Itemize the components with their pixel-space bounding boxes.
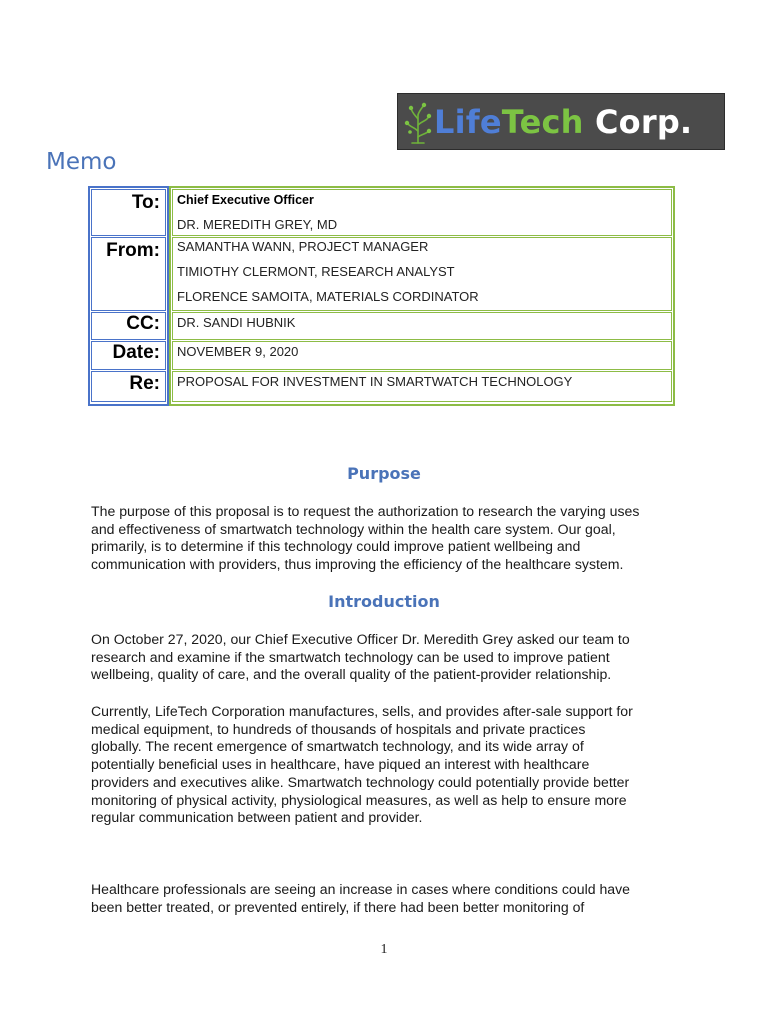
from-line-1: SAMANTHA WANN, PROJECT MANAGER <box>177 239 429 254</box>
to-label-cell <box>91 189 166 236</box>
intro-p3-line-1: Healthcare professionals are seeing an increase in cases where conditions could have <box>91 881 631 897</box>
to-label: To: <box>131 192 160 213</box>
cc-value-cell <box>172 312 672 340</box>
intro-p1-line-3: wellbeing, quality of care, and the overall quality of the patient-provider relationship. <box>91 666 612 683</box>
date-label-cell <box>91 341 166 370</box>
cc-label-cell <box>91 312 166 340</box>
from-line-3: FLORENCE SAMOITA, MATERIALS CORDINATOR <box>177 289 479 304</box>
logo-corp: Corp. <box>583 102 693 141</box>
logo-life: Life <box>434 102 502 141</box>
tree-icon <box>402 101 434 145</box>
intro-p2-line-4: potentially beneficial uses in healthcare, have piqued an interest with healthcare <box>91 756 590 773</box>
logo-tech: Tech <box>501 102 584 141</box>
cc-line-1: DR. SANDI HUBNIK <box>177 315 296 330</box>
purpose-line-3: primarily, is to determine if this technology could improve patient wellbeing and <box>91 538 581 555</box>
purpose-line-4: communication with providers, thus improving the efficiency of the healthcare system. <box>91 556 624 573</box>
intro-p1-line-1: On October 27, 2020, our Chief Executive Officer Dr. Meredith Grey asked our team to <box>91 631 630 647</box>
cc-label: CC: <box>126 313 160 334</box>
intro-p2-line-7: regular communication between patient and provider. <box>91 809 423 826</box>
company-logo <box>397 93 725 150</box>
date-label: Date: <box>112 342 160 363</box>
from-label-cell <box>91 237 166 311</box>
introduction-heading: Introduction <box>328 592 440 611</box>
intro-p2-line-2: medical equipment, to hundreds of thousands of hospitals and private practices <box>91 720 586 737</box>
re-label-cell <box>91 371 166 402</box>
from-label: From: <box>106 240 160 261</box>
page-number: 1 <box>380 942 388 957</box>
date-line-1: NOVEMBER 9, 2020 <box>177 344 299 359</box>
to-line-1: Chief Executive Officer <box>177 193 314 207</box>
logo-wordmark <box>434 102 693 141</box>
re-label: Re: <box>129 373 160 394</box>
intro-p2-line-6: monitoring of physical activity, physiological measures, as well as help to ensure more <box>91 791 627 808</box>
from-line-2: TIMIOTHY CLERMONT, RESEARCH ANALYST <box>177 264 455 279</box>
to-value-cell <box>172 189 672 236</box>
re-line-1: PROPOSAL FOR INVESTMENT IN SMARTWATCH TECHNOLOGY <box>177 374 573 389</box>
date-value-cell <box>172 341 672 370</box>
purpose-line-2: and effectiveness of smartwatch technology within the health care system. Our goal, <box>91 520 616 537</box>
memo-header-table <box>88 186 675 406</box>
intro-p3-line-2: been better treated, or prevented entirely, if there had been better monitoring of <box>91 898 585 915</box>
introduction-paragraph-3 <box>91 881 691 916</box>
purpose-line-1: The purpose of this proposal is to request the authorization to research the varying uses <box>91 503 640 519</box>
purpose-paragraph <box>91 503 691 574</box>
purpose-heading: Purpose <box>347 464 421 483</box>
from-value-cell <box>172 237 672 311</box>
introduction-paragraph-2 <box>91 703 691 827</box>
intro-p2-line-1: Currently, LifeTech Corporation manufactures, sells, and provides after-sale support for <box>91 703 633 719</box>
to-line-2: DR. MEREDITH GREY, MD <box>177 217 338 232</box>
re-value-cell <box>172 371 672 402</box>
introduction-paragraph-1 <box>91 631 691 684</box>
intro-p1-line-2: research and examine if the smartwatch technology can be used to improve patient <box>91 648 610 665</box>
memo-title: Memo <box>46 149 117 175</box>
intro-p2-line-5: providers and executives alike. Smartwatch technology could potentially provide better <box>91 773 630 790</box>
intro-p2-line-3: globally. The recent emergence of smartwatch technology, and its wide array of <box>91 738 584 755</box>
